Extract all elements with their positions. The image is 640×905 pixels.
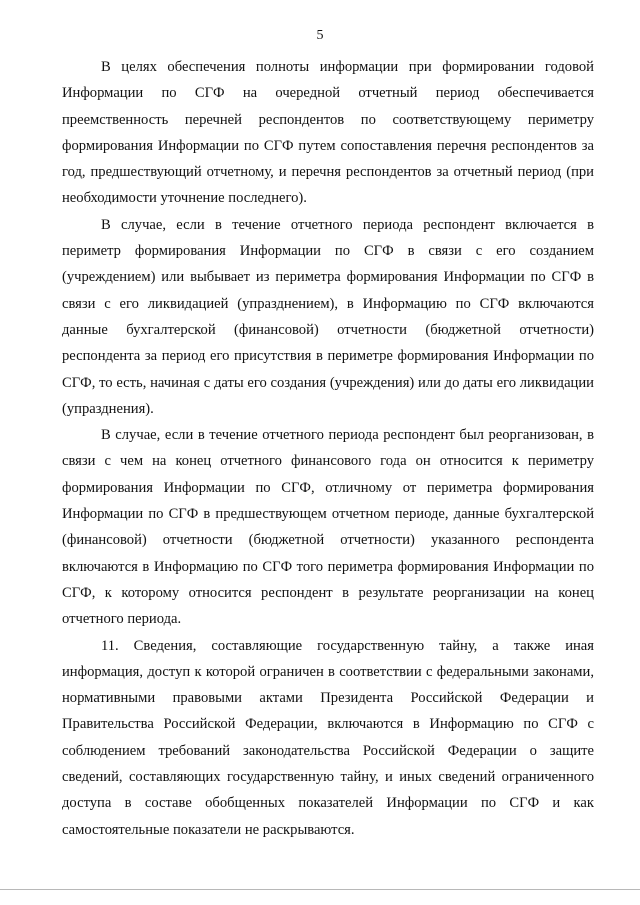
page-number: 5 bbox=[316, 28, 324, 43]
paragraph-11-state-secret: 11. Сведения, составляющие государственную тайну, а также иная информация, доступ к которой ограничен в соответствии с федеральными законами, нормативными правовыми актами Президента Российской Федерации и Правительства Российской Федерации, включаются в Информацию по СГФ с соблюдением требований законодательства Российской Федерации о защите сведений, составляющих государственную тайну, и иных сведений ограниченного доступа в составе обобщенных показателей Информации по СГФ и как самостоятельные показатели не раскрываются. bbox=[62, 637, 594, 838]
paragraph-continuity: В целях обеспечения полноты информации при формировании годовой Информации по СГФ на очередной отчетный период обеспечивается преемственность перечней респондентов по соответствующему периметру формирования Информации по СГФ путем сопоставления перечня респондентов за год, предшествующий отчетному, и перечня респондентов за отчетный период (при необходимости уточнение последнего). bbox=[62, 59, 594, 207]
paragraph-reorganization: В случае, если в течение отчетного периода респондент был реорганизован, в связи с чем на конец отчетного финансового года он относится к периметру формирования Информации по СГФ, отличному от периметра формирования Информации по СГФ в предшествующем отчетном периоде, данные бухгалтерской (финансовой) отчетности (бюджетной отчетности) указанного респондента включаются в Информацию по СГФ того периметра формирования Информации по СГФ, к которому относится респондент в результате реорганизации на конец отчетного периода. bbox=[62, 427, 594, 628]
body-text bbox=[62, 54, 594, 843]
paragraph-creation-liquidation: В случае, если в течение отчетного периода респондент включается в периметр формирования Информации по СГФ в связи с его созданием (учреждением) или выбывает из периметра формирования Информации по СГФ в связи с его ликвидацией (упразднением), в Информацию по СГФ включаются данные бухгалтерской (финансовой) отчетности (бюджетной отчетности) респондента за период его присутствия в периметре формирования Информации по СГФ, то есть, начиная с даты его создания (учреждения) или до даты его ликвидации (упразднения). bbox=[62, 216, 594, 417]
page-bottom-edge bbox=[0, 889, 640, 890]
